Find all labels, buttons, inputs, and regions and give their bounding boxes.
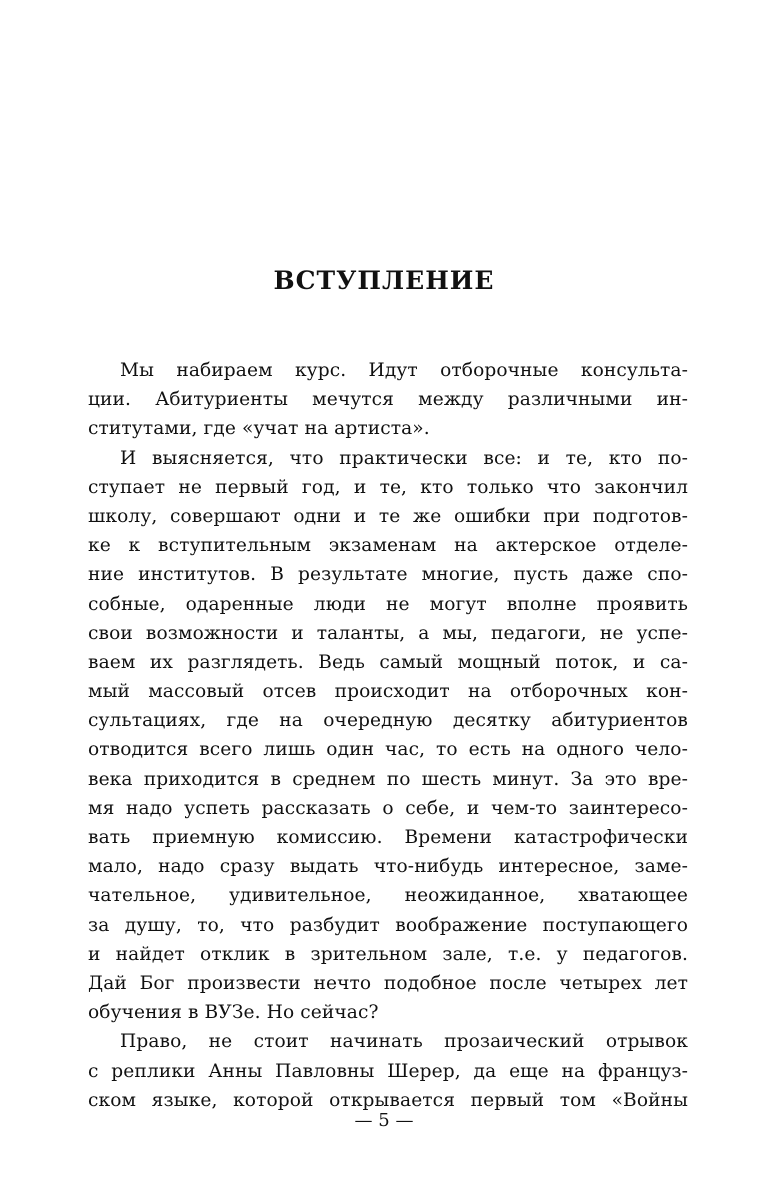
text-line: отводится всего лишь один час, то есть на одного чело- [88, 739, 688, 761]
text-line: ступает не первый год, и те, кто только что закончил [88, 476, 688, 498]
text-line: вать приемную комиссию. Времени катастрофически [88, 827, 688, 848]
body-text [88, 356, 688, 1115]
text-line: чательное, удивительное, неожиданное, хватающее [88, 885, 688, 907]
text-line: Мы набираем курс. Идут отборочные консульта- [120, 360, 688, 381]
text-line: сультациях, где на очередную десятку абитуриентов [88, 710, 688, 732]
text-line: мало, надо сразу выдать что-нибудь интересное, заме- [88, 856, 688, 878]
text-line: ние институтов. В результате многие, пусть даже спо- [88, 564, 688, 586]
text-line: свои возможности и таланты, а мы, педагоги, не успе- [88, 622, 688, 644]
text-line: Дай Бог произвести нечто подобное после четырех лет [88, 972, 688, 994]
text-line: собные, одаренные люди не могут вполне проявить [88, 593, 688, 615]
text-line: ваем их разглядеть. Ведь самый мощный поток, и са- [88, 651, 688, 673]
text-line: И выясняется, что практически все: и те, кто по- [120, 447, 688, 469]
chapter-title: ВСТУПЛЕНИЕ [273, 266, 495, 295]
text-line: мя надо успеть рассказать о себе, и чем-то заинтересо- [88, 797, 688, 819]
text-line: обучения в ВУЗе. Но сейчас? [88, 1002, 379, 1024]
text-line: мый массовый отсев происходит на отборочных кон- [88, 681, 688, 703]
text-line: ции. Абитуриенты мечутся между различными ин- [88, 389, 688, 411]
text-line: ском языке, которой открывается первый том «Войны [88, 1089, 688, 1111]
text-line: школу, совершают одни и те же ошибки при подготов- [88, 505, 688, 527]
text-line: и найдет отклик в зрительном зале, т.е. у педагогов. [88, 943, 688, 965]
text-line: века приходится в среднем по шесть минут. За это вре- [88, 768, 688, 790]
text-line: ке к вступительным экзаменам на актерское отделе- [88, 535, 688, 557]
text-line: за душу, то, что разбудит воображение поступающего [88, 914, 688, 936]
text-line: ститутами, где «учат на артиста». [88, 418, 430, 440]
text-line: Право, не стоит начинать прозаический отрывок [120, 1031, 688, 1053]
text-line: с реплики Анны Павловны Шерер, да еще на француз- [88, 1060, 688, 1082]
page-number: — 5 — [354, 1110, 414, 1131]
